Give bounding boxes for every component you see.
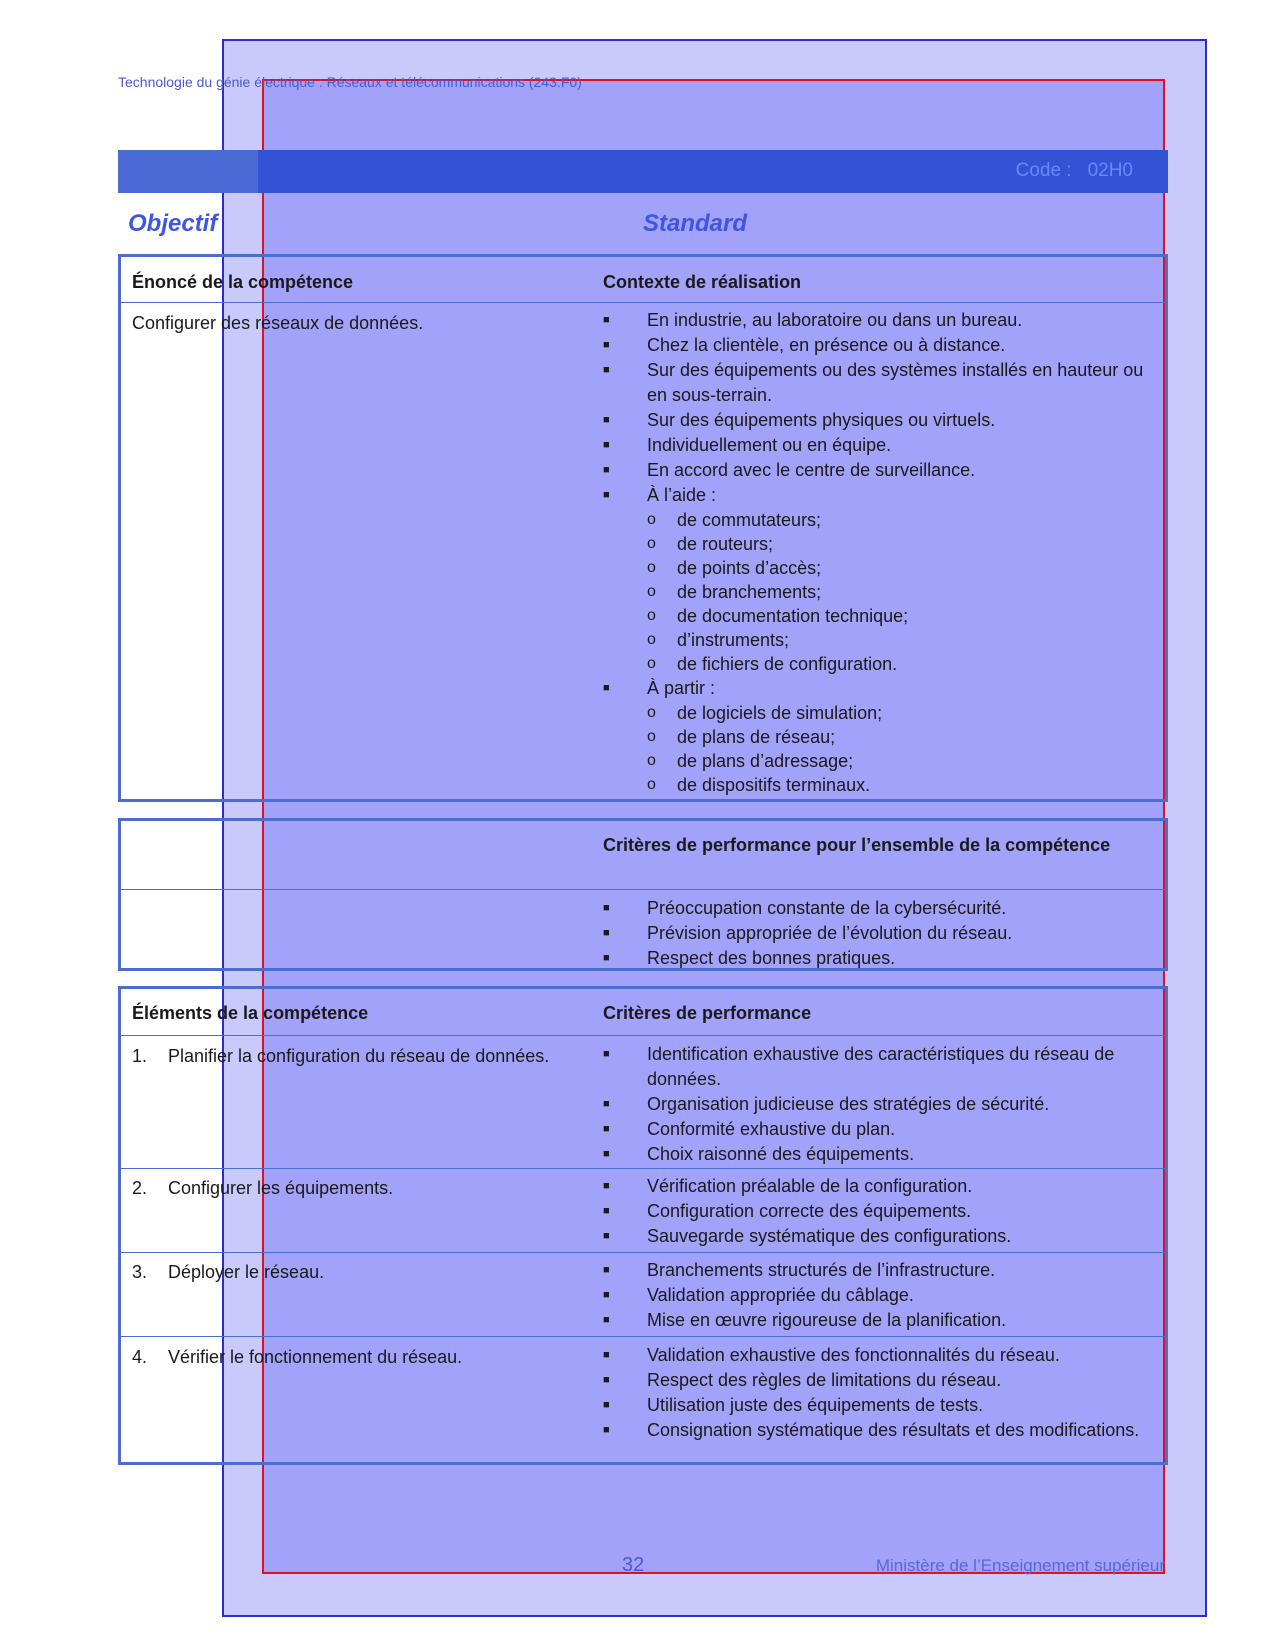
- element-4-criteres: [603, 1343, 1163, 1443]
- list-item: ■ Préoccupation constante de la cybersécurité.: [603, 896, 1163, 921]
- code-value: 02H0: [1087, 160, 1133, 181]
- element-row-2: [121, 1168, 1165, 1252]
- aide-sublist: [647, 508, 1163, 676]
- list-item: ■ Sur des équipements physiques ou virtuels.: [603, 408, 1163, 433]
- competence-header-row: [121, 257, 1165, 302]
- list-item: o de commutateurs;: [647, 508, 1163, 532]
- section-standard: Standard: [643, 210, 748, 237]
- list-item: ■ En accord avec le centre de surveillance.: [603, 458, 1163, 483]
- list-item: ■ En industrie, au laboratoire ou dans un bureau.: [603, 308, 1163, 333]
- list-item: ■ Choix raisonné des équipements.: [603, 1142, 1163, 1167]
- element-4: 4. Vérifier le fonctionnement du réseau.: [132, 1347, 463, 1367]
- list-item: ■ Validation appropriée du câblage.: [603, 1283, 1163, 1308]
- element-3: 3. Déployer le réseau.: [132, 1262, 325, 1282]
- header-criteres-ensemble: Critères de performance pour l’ensemble de la compétence: [603, 835, 1111, 855]
- list-item: o de routeurs;: [647, 532, 1163, 556]
- enonce-text: Configurer des réseaux de données.: [132, 313, 424, 333]
- section-objectif: Objectif: [128, 210, 218, 237]
- list-item: ■ Conformité exhaustive du plan.: [603, 1117, 1163, 1142]
- element-3-criteres: [603, 1258, 1163, 1333]
- list-item: o de branchements;: [647, 580, 1163, 604]
- list-item: ■ Chez la clientèle, en présence ou à distance.: [603, 333, 1163, 358]
- list-item: ■ Consignation systématique des résultats et des modifications.: [603, 1418, 1163, 1443]
- list-item: ■ Vérification préalable de la configuration.: [603, 1174, 1163, 1199]
- element-row-3: [121, 1252, 1165, 1336]
- list-item: o de documentation technique;: [647, 604, 1163, 628]
- list-item: o de points d’accès;: [647, 556, 1163, 580]
- list-item: ■ Prévision appropriée de l’évolution du réseau.: [603, 921, 1163, 946]
- list-item: ■ Respect des bonnes pratiques.: [603, 946, 1163, 971]
- list-item: o d’instruments;: [647, 628, 1163, 652]
- program-title: Technologie du génie électrique : Réseaux et télécommunications (243.F0): [118, 74, 582, 90]
- list-item: ■ Validation exhaustive des fonctionnalités du réseau.: [603, 1343, 1163, 1368]
- list-item: o de fichiers de configuration.: [647, 652, 1163, 676]
- list-item: ■ Organisation judicieuse des stratégies de sécurité.: [603, 1092, 1163, 1117]
- element-row-1: [121, 1035, 1165, 1168]
- code-label-text: Code :: [1015, 160, 1072, 181]
- elements-header-row: [121, 989, 1165, 1035]
- list-item: o de plans de réseau;: [647, 725, 1163, 749]
- ensemble-criteres-list: [603, 896, 1163, 971]
- elements-table: [118, 986, 1168, 1465]
- list-item: o de logiciels de simulation;: [647, 701, 1163, 725]
- ensemble-header-row: [121, 821, 1165, 889]
- element-1: 1. Planifier la configuration du réseau de données.: [132, 1046, 550, 1066]
- list-item: ■ Individuellement ou en équipe.: [603, 433, 1163, 458]
- element-1-criteres: [603, 1042, 1163, 1167]
- element-2: 2. Configurer les équipements.: [132, 1178, 394, 1198]
- list-item: ■ Identification exhaustive des caractéristiques du réseau de données.: [603, 1042, 1163, 1092]
- competence-table: [118, 254, 1168, 802]
- list-item: ■ Sur des équipements ou des systèmes installés en hauteur ou en sous-terrain.: [603, 358, 1163, 408]
- list-item: ■ Respect des règles de limitations du réseau.: [603, 1368, 1163, 1393]
- list-item: o de dispositifs terminaux.: [647, 773, 1163, 797]
- list-item: ■ Configuration correcte des équipements.: [603, 1199, 1163, 1224]
- partir-sublist: [647, 701, 1163, 797]
- ministry-footer: Ministère de l’Enseignement supérieur: [875, 1556, 1165, 1575]
- page-number: 32: [622, 1554, 645, 1576]
- list-item: ■ Utilisation juste des équipements de tests.: [603, 1393, 1163, 1418]
- header-elements: Éléments de la compétence: [132, 1003, 369, 1023]
- code-band: [118, 150, 1168, 193]
- code-label: [1016, 160, 1133, 182]
- competence-body-row: [121, 302, 1165, 798]
- list-item: ■ Sauvegarde systématique des configurations.: [603, 1224, 1163, 1249]
- list-item: o de plans d’adressage;: [647, 749, 1163, 773]
- header-enonce: Énoncé de la compétence: [132, 272, 354, 292]
- list-item: ■ Branchements structurés de l’infrastructure.: [603, 1258, 1163, 1283]
- list-item: ■ À partir : o de logiciels de simulation; o de plans de réseau; o de plans d’adressage; o de dispositifs terminaux.: [603, 676, 1163, 797]
- list-item: ■ Mise en œuvre rigoureuse de la planification.: [603, 1308, 1163, 1333]
- header-criteres: Critères de performance: [603, 1003, 812, 1023]
- element-2-criteres: [603, 1174, 1163, 1249]
- ensemble-body-row: [121, 889, 1165, 969]
- list-item: ■ À l’aide : o de commutateurs; o de routeurs; o de points d’accès; o de branchements; o de documentation technique; o d’instruments; o de fichiers de configuration.: [603, 483, 1163, 676]
- header-contexte: Contexte de réalisation: [603, 272, 802, 292]
- element-row-4: [121, 1336, 1165, 1464]
- contexte-list: [603, 308, 1163, 797]
- ensemble-table: [118, 818, 1168, 971]
